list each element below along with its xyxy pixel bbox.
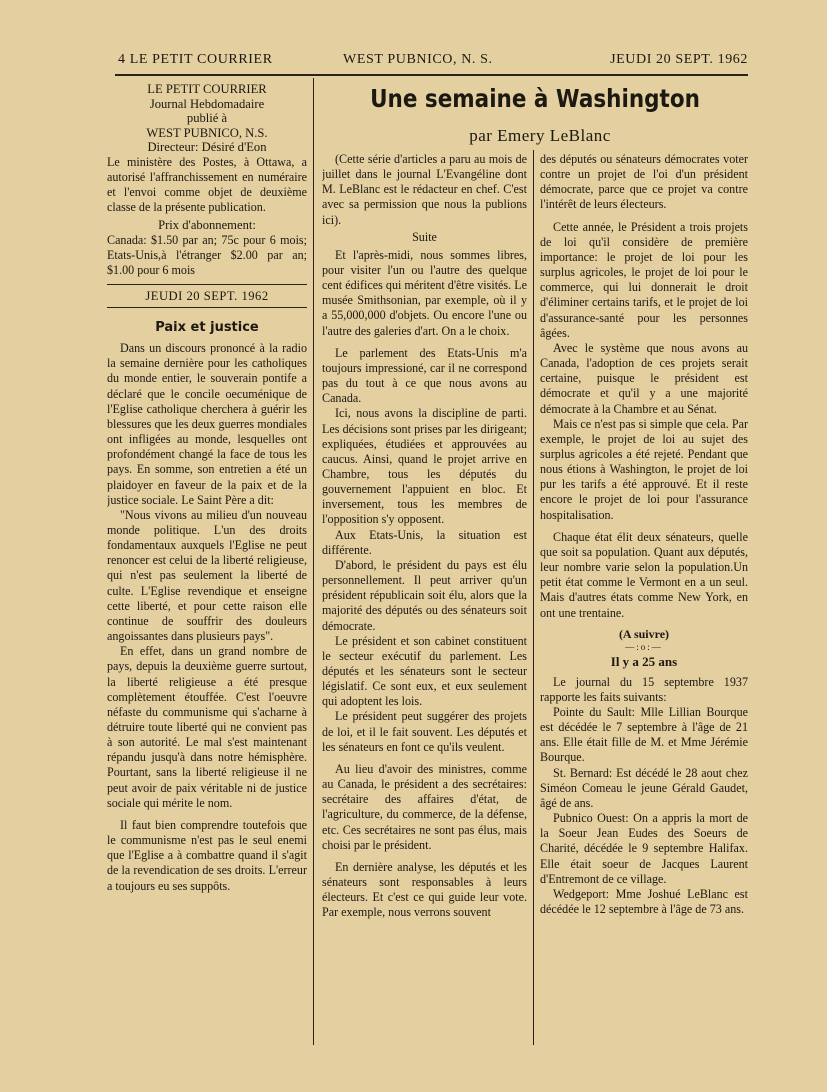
masthead-director: Directeur: Désiré d'Eon: [147, 140, 267, 154]
masthead-rule-top: [107, 284, 307, 285]
header-date: JEUDI 20 SEPT. 1962: [610, 52, 748, 67]
article-paragraph: Mais ce n'est pas si simple que cela. Par exemple, le projet de loi au sujet des surplus agricoles a été rejeté. Pendant que nous étions à Washington, le projet de loi pur les tarifs a été approuvé. Et il reste encore le projet de loi pour l'assurance hospitalisation.: [540, 416, 748, 522]
editorial-paragraph: Il faut bien comprendre toutefois que le communisme n'est pas le seul enemi que l'Eglise a à combattre quand il s'agit de la revendication de ses droits. L'erreur a toujours eu ses suppôts.: [107, 817, 307, 893]
history-paragraph: Pointe du Sault: Mlle Lillian Bourque est décédée le 7 septembre à l'âge de 21 ans. Elle était fille de M. et Mme Jérémie Bourque.: [540, 705, 748, 765]
article-paragraph: des députés ou sénateurs démocrates voter contre un projet de l'oi d'un président démocrate, parce que ce projet va contre l'intérêt de leurs électeurs.: [540, 152, 748, 212]
column-rule-1: [313, 78, 314, 1045]
editorial-paragraph: "Nous vivons au milieu d'un nouveau monde politique. L'un des droits fondamentaux auxquels l'Eglise ne peut renoncer est celui de la liberté religieuse, qui n'est pas seulement la liberté de culte. L'Eglise revendique et enseigne cette liberté, et pour cette raison elle continue de souffrir des douleurs angoissantes dans plusieurs pays".: [107, 507, 307, 644]
column-rule-2: [533, 150, 534, 1045]
masthead-subtitle: Journal Hebdomadaire: [149, 96, 265, 111]
subscription-title: Prix d'abonnement:: [158, 218, 256, 233]
article-paragraph: Le président peut suggérer des projets de loi, et il le fait souvent. Les députés et les sénateurs en font ce qu'ils veulent.: [322, 709, 527, 754]
editorial-title: Paix et justice: [155, 320, 259, 336]
article-paragraph: D'abord, le président du pays est élu personnellement. Il peut arriver qu'un président républicain soit élu, alors que la majorité des députés ou des sénateurs soit démocrate.: [322, 557, 527, 633]
article-paragraph: Le président et son cabinet constituent le secteur exécutif du parlement. Les députés et les sénateurs sont le secteur législatif. Ce sont eux, et eux seulement qui adoptent les lois.: [322, 633, 527, 709]
article-paragraph: En dernière analyse, les députés et les sénateurs sont responsables à leurs électeurs. Et c'est ce qui guide leur vote. Par exemple, nous verrons souvent: [322, 859, 527, 920]
history-paragraph: St. Bernard: Est décédé le 28 aout chez Siméon Comeau le jeune Gérald Gaudet, âgé de ans.: [540, 765, 748, 810]
subscription-rates: Canada: $1.50 par an; 75c pour 6 mois; Etats-Unis,à l'étranger $2.00 par an; $1.00 pour 6 mois: [107, 232, 307, 277]
header-location: WEST PUBNICO, N. S.: [343, 52, 493, 67]
history-paragraph: Wedgeport: Mme Joshué LeBlanc est décédée le 12 septembre à l'âge de 73 ans.: [540, 886, 748, 917]
section-ornament: —:o:—: [625, 641, 663, 652]
article-paragraph: Le parlement des Etats-Unis m'a toujours impressioné, car il ne correspond pas du tout à ce que nous avons au Canada.: [322, 345, 527, 406]
masthead-rule-bottom: [107, 307, 307, 308]
history-title: Il y a 25 ans: [610, 653, 678, 669]
article-paragraph: Avec le système que nous avons au Canada, l'adoption de ces projets serait certaine, puisque le président est démocrate et qu'il y a une majorité démocrate à la Chambre et au Sénat.: [540, 340, 748, 416]
article-intro: (Cette série d'articles a paru au mois de juillet dans le journal L'Evangéline dont M. LeBlanc est le rédacteur en chef. C'est avec sa permission que nous la publions ici).: [322, 152, 527, 227]
masthead-place: WEST PUBNICO, N.S.: [146, 125, 268, 140]
article-headline: Une semaine à Washington: [370, 84, 700, 113]
masthead-published: publié à: [186, 111, 228, 125]
article-paragraph: Ici, nous avons la discipline de parti. Les décisions sont prises par les dirigeant; expliquées, étudiées et approuvées au caucus. Ainsi, quand le projet arrive en Chambre, tous les députés du gouvernement l'appuient en bloc. Et inversement, tous les membres de l'opposition s'y opposent.: [322, 406, 527, 527]
middle-column: [322, 152, 527, 1042]
article-paragraph: Cette année, le Président a trois projets de loi qu'il considère de première importance: le projet de loi pour les surplus agricoles, le projet de loi pour le commerce, qui lui donnerait le droit d'éliminer certains tarifs, et le projet de loi d'assurance-santé pour les personnes âgées.: [540, 219, 748, 340]
article-paragraph: Et l'après-midi, nous sommes libres, pour visiter l'un ou l'autre des quelque cent édifices qui méritent d'être visités. Le musée Smithsonian, par exemple, où il y a 55,000,000 d'objets. Ou encore l'une ou l'autre des galeries d'art. On a le choix.: [322, 247, 527, 338]
article-byline: par Emery LeBlanc: [469, 126, 611, 145]
history-paragraph: Le journal du 15 septembre 1937 rapporte les faits suivants:: [540, 674, 748, 704]
masthead: [107, 82, 307, 308]
masthead-date: JEUDI 20 SEPT. 1962: [145, 289, 269, 304]
header-page-title: 4 LE PETIT COURRIER: [118, 52, 273, 67]
masthead-title: LE PETIT COURRIER: [147, 82, 267, 96]
history-paragraph: Pubnico Ouest: On a appris la mort de la Soeur Jean Eudes des Soeurs de Charité, décédée le 9 septembre Halifax. Elle était soeur de Jacques Laurent d'Entremont de ce village.: [540, 811, 748, 886]
to-be-continued: (A suivre): [618, 626, 670, 641]
editorial-paragraph: En effet, dans un grand nombre de pays, depuis la deuxième guerre surtout, la liberté religieuse a été presque complètement étouffée. C'est l'oeuvre néfaste du communisme qui s'acharne à détruire toute liberté qui ne convient pas à son autorité. Le mal s'est maintenant répandu jusqu'à dans notre hémisphère. Pourtant, sans la liberté religieuse il ne peut avoir de paix véritable ni de justice sociale qui mérite le nom.: [107, 644, 307, 810]
article-paragraph: Au lieu d'avoir des ministres, comme au Canada, le président a des secrétaires: secrétaire des affaires d'état, de l'agriculture, du commerce, de la défense, etc. Ces secrétaires ne sont pas élus, mais choisi par le président.: [322, 761, 527, 852]
running-header: [118, 52, 748, 74]
article-continued: Suite: [412, 229, 437, 244]
postal-notice: Le ministère des Postes, à Ottawa, a autorisé l'affranchissement en numéraire et l'envoi comme objet de deuxième classe de la présente publication.: [107, 154, 307, 214]
article-paragraph: Chaque état élit deux sénateurs, quelle que soit sa population. Quant aux députés, leur nombre varie selon la population.Un petit état comme le Vermont en a un seul. Mais d'autres états comme New York, en ont une trentaine.: [540, 529, 748, 620]
right-column: [540, 152, 748, 1042]
article-paragraph: Aux Etats-Unis, la situation est différente.: [322, 527, 527, 557]
left-column: [107, 82, 307, 1042]
header-rule: [115, 74, 748, 76]
editorial-paragraph: Dans un discours prononcé à la radio la semaine dernière pour les catholiques du monde entier, le souverain pontife a déclaré que le concile oecuménique de l'Eglise catholique cherchera à guérir les blessures que les deux guerres mondiales ont infligées au monde, lesquelles ont profondément changé la face de tous les pays. En somme, son entretien a été un plaidoyer en faveur de la paix et de la justice sociale. Le Saint Père a dit:: [107, 341, 307, 507]
